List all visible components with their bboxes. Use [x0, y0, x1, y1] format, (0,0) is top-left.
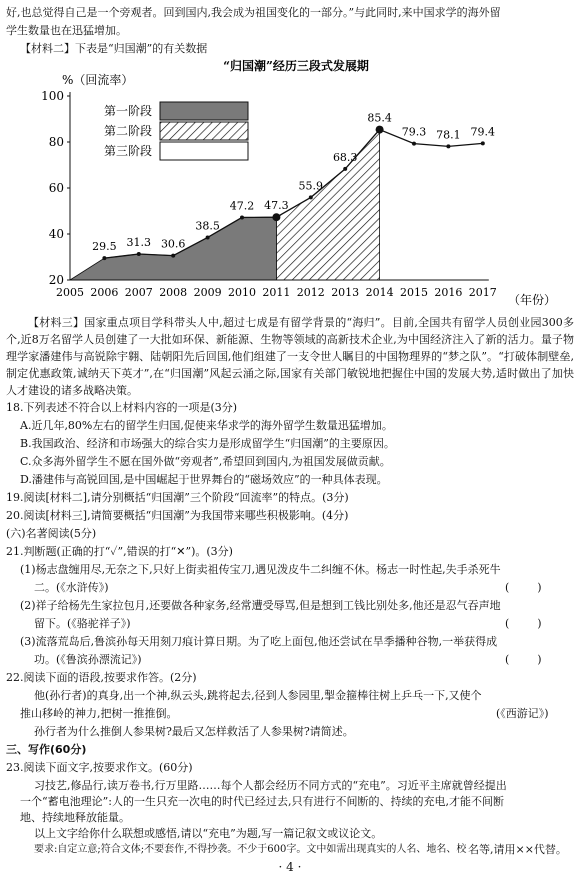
material3-text: 【材料三】国家重点项目学科带头人中,超过七成是有留学背景的“海归”。目前,全国共有留学人员创业园300多个,近8万名留学人员创建了一大批如环保、新能源、生物等领域的高新技术企业,为中国经济注入了新的活力。量子物理学家潘建伟与高锐除宇翱、陆朝阳先后回国,他们组建了一支令世人瞩目的中国物理界的“梦之队”。“打破体制壁垒,制定优惠政策,诚纳天下英才”,在“归国潮”风起云涌之际,国家有关部门敏锐地把握住中国的发展大势,适时做出了加快人才建设的诸多战略决策。	[6, 316, 574, 397]
q22-passage-1: 他(孙行者)的真身,出一个神,纵云头,跳将起去,径到人参园里,掣金箍棒往树上乒乓一下,又使个	[34, 689, 482, 702]
q23-stem: 23.阅读下面文字,按要求作文。(60分)	[6, 761, 193, 774]
q21-answer-blank-3[interactable]: ( )	[505, 653, 542, 666]
x-tick-label: 2013	[331, 286, 360, 299]
data-label: 47.3	[264, 199, 289, 213]
legend-swatch	[160, 122, 248, 140]
q21-item-1-cont: 二。(《水浒传》)	[34, 581, 109, 594]
q23-prompt-1a: 习技艺,修品行,读万卷书,行万里路……每个人都会经历不同方式的“充电”。习近平主席就曾经提出	[34, 779, 507, 792]
chart-title: “归国潮”经历三段式发展期	[223, 59, 369, 73]
q23-prompt-1b: 一个“蓄电池理论”:人的一生只充一次电的时代已经过去,只有进行不间断的、持续的充电,才能不间断	[20, 795, 504, 808]
q18-option-d[interactable]: D.潘建伟与高锐回国,是中国崛起于世界舞台的“磁场效应”的一种具体表现。	[20, 473, 388, 486]
q23-prompt-1c: 地、持续地释放能量。	[20, 811, 130, 824]
data-label: 78.1	[436, 128, 461, 142]
data-label: 38.5	[195, 219, 220, 233]
data-label: 85.4	[367, 111, 392, 125]
y-tick-label: 20	[48, 273, 64, 287]
x-tick-label: 2005	[56, 286, 84, 299]
data-label: 29.5	[92, 240, 117, 254]
y-tick-label: 100	[41, 89, 64, 103]
x-tick-label: 2009	[193, 286, 222, 299]
x-tick-label: 2012	[296, 286, 325, 299]
data-label: 31.3	[126, 236, 152, 250]
y-tick-label: 80	[48, 135, 64, 149]
y-axis-label: %（回流率）	[62, 73, 134, 87]
legend-label: 第二阶段	[104, 124, 153, 138]
data-point	[412, 142, 416, 146]
q18-option-a[interactable]: A.近几年,80%左右的留学生归国,促使来华求学的海外留学生数量迅猛增加。	[20, 419, 393, 432]
page-number: · 4 ·	[278, 860, 302, 874]
data-point	[137, 252, 141, 256]
x-tick-label: 2008	[159, 286, 188, 299]
data-point	[171, 254, 175, 258]
legend-label: 第三阶段	[104, 144, 153, 158]
q21-item-3: (3)流落荒岛后,鲁滨孙每天用刻刀痕计算日期。为了吃上面包,他还尝试在旱季播种谷物,一举获得成	[20, 635, 498, 648]
data-label: 79.3	[401, 125, 427, 139]
x-tick-label: 2014	[365, 286, 394, 299]
q21-item-2-cont: 留下。(《骆驼祥子》)	[34, 617, 131, 630]
q23-requirements-2: 名等,请用××代替。	[468, 843, 567, 856]
q22-passage-2: 推山移岭的神力,把树一推推倒。	[20, 707, 178, 720]
q19-text: 19.阅读[材料二],请分别概括“归国潮”三个阶段“回流率”的特点。(3分)	[6, 491, 349, 504]
q21-answer-blank-1[interactable]: ( )	[505, 581, 542, 594]
data-label: 79.4	[470, 125, 496, 139]
y-tick-label: 60	[48, 181, 64, 195]
section-6-heading: (六)名著阅读(5分)	[6, 527, 97, 540]
data-point	[446, 144, 450, 148]
data-label: 55.9	[298, 179, 324, 193]
q18-option-c[interactable]: C.众多海外留学生不愿在国外做“旁观者”,希望回到国内,为祖国发展做贡献。	[20, 455, 391, 468]
data-point	[272, 213, 280, 221]
data-point	[376, 126, 384, 134]
q21-item-2: (2)祥子给杨先生家拉包月,还要做各种家务,经常遭受辱骂,但是想到工钱比别处多,他还是忍气吞声地	[20, 599, 501, 612]
data-point	[240, 215, 244, 219]
q20-text: 20.阅读[材料三],请简要概括“归国潮”为我国带来哪些积极影响。(4分)	[6, 509, 349, 522]
q23-prompt-2: 以上文字给你什么联想或感悟,请以“充电”为题,写一篇记叙文或议论文。	[34, 827, 383, 840]
x-axis-label: （年份）	[508, 293, 557, 307]
data-label: 30.6	[160, 237, 186, 251]
legend-swatch	[160, 142, 248, 160]
x-tick-label: 2011	[262, 286, 291, 299]
section-3-heading: 三、写作(60分)	[6, 743, 87, 756]
x-tick-label: 2006	[90, 286, 119, 299]
q18-stem: 18.下列表述不符合以上材料内容的一项是(3分)	[6, 401, 238, 414]
data-label: 47.2	[229, 199, 255, 213]
q21-item-3-cont: 功。(《鲁滨孙漂流记》)	[34, 653, 142, 666]
q21-stem: 21.判断题(正确的打“✓”,错误的打“✕”)。(3分)	[6, 545, 233, 558]
data-point	[206, 235, 210, 239]
stage-2-area	[276, 130, 379, 280]
return-rate-chart	[30, 58, 560, 310]
intro-line-1: 好,也总觉得自己是一个旁观者。回到国内,我会成为祖国变化的一部分。”与此同时,来中国求学的海外留	[6, 6, 501, 19]
x-tick-label: 2010	[228, 286, 256, 299]
q22-question: 孙行者为什么推倒人参果树?最后又怎样救活了人参果树?请简述。	[34, 725, 354, 738]
data-point	[481, 141, 485, 145]
x-tick-label: 2015	[400, 286, 428, 299]
q22-source: (《西游记》)	[496, 707, 549, 720]
data-point	[343, 167, 347, 171]
data-point	[102, 256, 106, 260]
x-tick-label: 2017	[468, 286, 497, 299]
chart-legend	[104, 102, 248, 160]
x-tick-label: 2016	[434, 286, 463, 299]
y-tick-label: 40	[48, 227, 64, 241]
q18-option-b[interactable]: B.我国政治、经济和市场强大的综合实力是形成留学生“归国潮”的主要原因。	[20, 437, 395, 450]
q21-item-1: (1)杨志盘缠用尽,无奈之下,只好上街卖祖传宝刀,遇见泼皮牛二纠缠不休。杨志一时性起,失手杀死牛	[20, 563, 501, 576]
q22-stem: 22.阅读下面的语段,按要求作答。(2分)	[6, 671, 197, 684]
x-tick-label: 2007	[124, 286, 153, 299]
material2-heading: 【材料二】下表是“归国潮”的有关数据	[20, 42, 208, 55]
legend-label: 第一阶段	[104, 104, 153, 118]
intro-line-2: 学生数量也在迅猛增加。	[6, 24, 127, 37]
data-point	[309, 195, 313, 199]
legend-swatch	[160, 102, 248, 120]
q23-requirements-1: 要求:自定立意;符合文体;不要套作,不得抄袭。不少于600字。文中如需出现真实的人名、地名、校	[34, 844, 467, 855]
data-label: 68.3	[332, 150, 358, 164]
q21-answer-blank-2[interactable]: ( )	[505, 617, 542, 630]
